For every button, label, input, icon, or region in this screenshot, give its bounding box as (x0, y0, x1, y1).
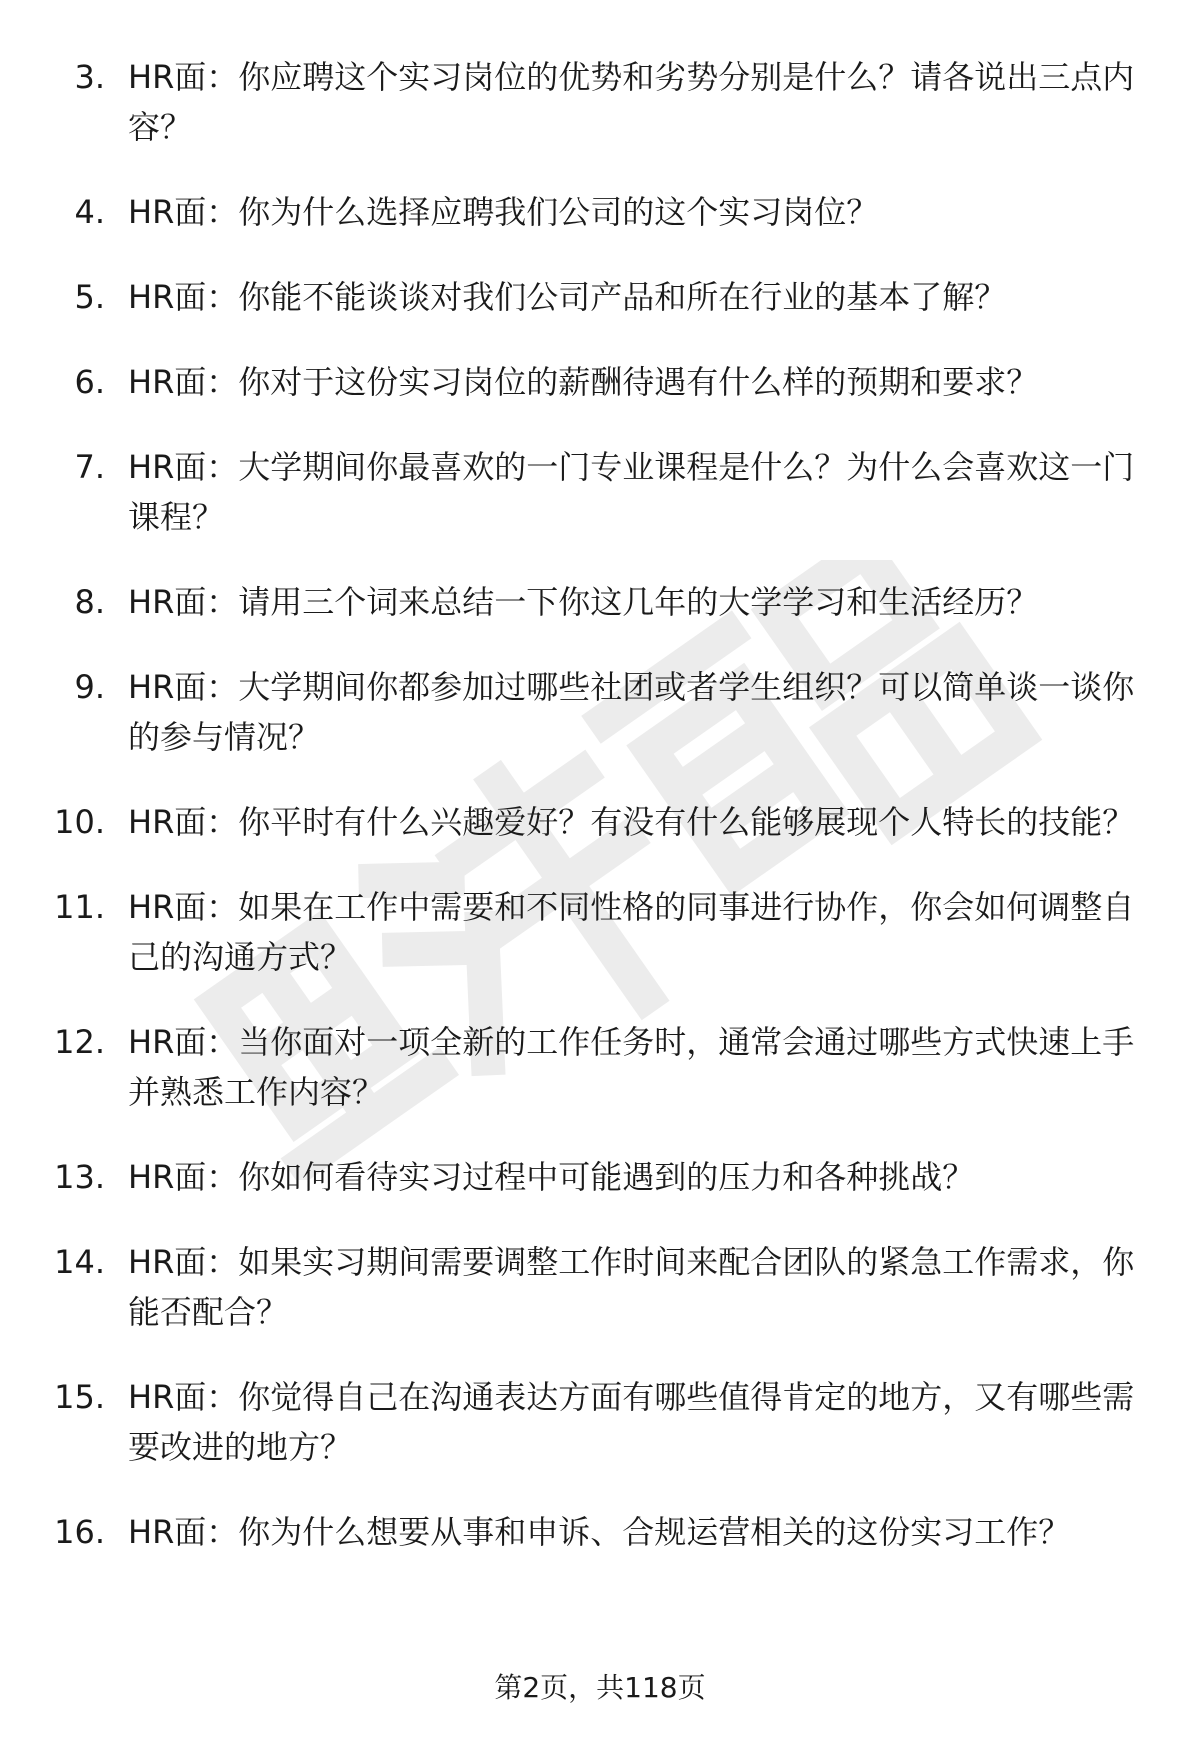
question-item (0, 1372, 1200, 1472)
question-text: HR面：你为什么想要从事和申诉、合规运营相关的这份实习工作？ (128, 1513, 1071, 1551)
question-number: 7. (74, 448, 105, 486)
question-item (0, 52, 1200, 152)
question-number: 16. (54, 1513, 105, 1551)
question-item (0, 272, 1200, 322)
question-text: HR面：你对于这份实习岗位的薪酬待遇有什么样的预期和要求？ (128, 363, 1039, 401)
question-item (0, 442, 1200, 542)
question-text: HR面：如果实习期间需要调整工作时间来配合团队的紧急工作需求，你能否配合？ (128, 1243, 1135, 1331)
question-list (0, 52, 1200, 1592)
question-number: 3. (74, 58, 105, 96)
question-number: 11. (54, 888, 105, 926)
question-item (0, 662, 1200, 762)
question-text: HR面：如果在工作中需要和不同性格的同事进行协作，你会如何调整自己的沟通方式？ (128, 888, 1135, 976)
question-item (0, 1237, 1200, 1337)
question-number: 15. (54, 1378, 105, 1416)
question-text: HR面：你平时有什么兴趣爱好？有没有什么能够展现个人特长的技能？ (128, 803, 1135, 841)
question-item (0, 797, 1200, 847)
question-number: 9. (74, 668, 105, 706)
question-item (0, 1017, 1200, 1117)
question-text: HR面：当你面对一项全新的工作任务时，通常会通过哪些方式快速上手并熟悉工作内容？ (128, 1023, 1135, 1111)
question-number: 4. (74, 193, 105, 231)
page-footer: 第2页，共118页 (494, 1671, 706, 1704)
question-text: HR面：你如何看待实习过程中可能遇到的压力和各种挑战？ (128, 1158, 975, 1196)
question-item (0, 1152, 1200, 1202)
question-text: HR面：你应聘这个实习岗位的优势和劣势分别是什么？请各说出三点内容？ (128, 58, 1135, 146)
question-text: HR面：请用三个词来总结一下你这几年的大学学习和生活经历？ (128, 583, 1039, 621)
question-number: 6. (74, 363, 105, 401)
question-text: HR面：你能不能谈谈对我们公司产品和所在行业的基本了解？ (128, 278, 1007, 316)
question-text: HR面：你为什么选择应聘我们公司的这个实习岗位？ (128, 193, 879, 231)
question-text: HR面：大学期间你最喜欢的一门专业课程是什么？为什么会喜欢这一门课程？ (128, 448, 1135, 536)
question-text: HR面：大学期间你都参加过哪些社团或者学生组织？可以简单谈一谈你的参与情况？ (128, 668, 1135, 756)
question-number: 5. (74, 278, 105, 316)
question-number: 12. (54, 1023, 105, 1061)
question-item (0, 187, 1200, 237)
question-number: 8. (74, 583, 105, 621)
question-number: 10. (54, 803, 105, 841)
question-item (0, 357, 1200, 407)
question-item (0, 1507, 1200, 1557)
question-text: HR面：你觉得自己在沟通表达方面有哪些值得肯定的地方，又有哪些需要改进的地方？ (128, 1378, 1135, 1466)
question-number: 13. (54, 1158, 105, 1196)
question-item (0, 577, 1200, 627)
question-item (0, 882, 1200, 982)
question-number: 14. (54, 1243, 105, 1281)
